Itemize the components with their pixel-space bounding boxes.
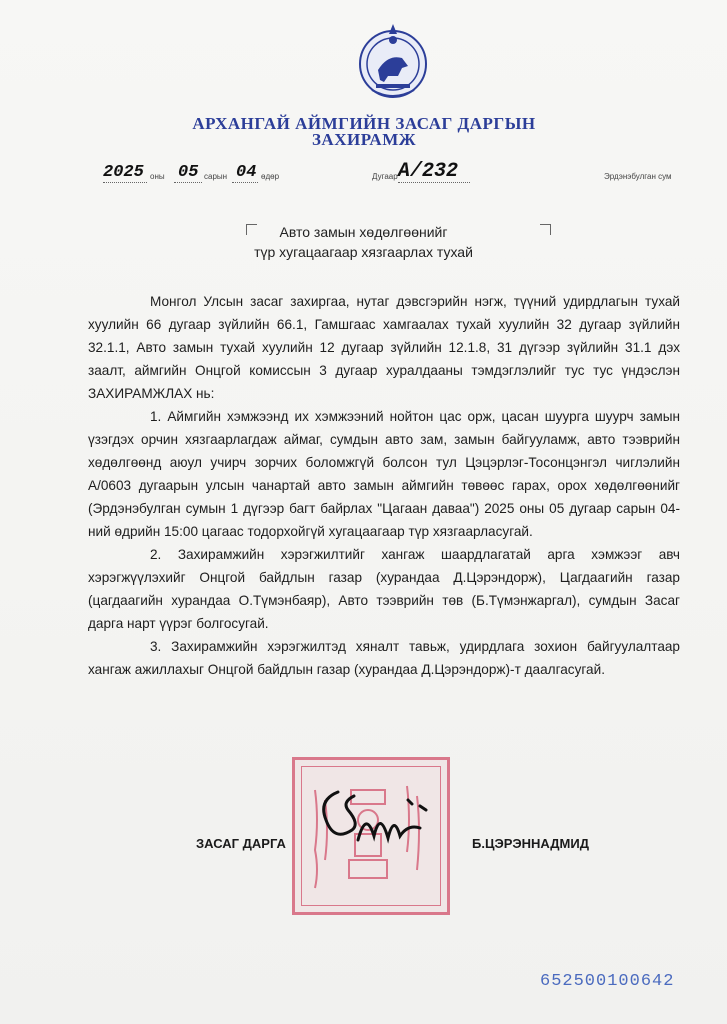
item-2-paragraph: 2. Захирамжийн хэрэгжилтийг хангаж шаардлагатай арга хэмжээг авч хэрэгжүүлэхийг Онцгой байдлын газар (хурандаа Д.Цэрэндорж), Цагдаагийн газар (цагдаагийн хурандаа О.Түмэнбаяр), Авто тээврийн төв (Б.Түмэнжаргал), сумдын Засаг дарга нарт үүрэг болгосугай. xyxy=(88,547,680,631)
subject-line-2: түр хугацаагаар хязгаарлах тухай xyxy=(254,244,473,260)
subject-line-1: Авто замын хөдөлгөөнийг xyxy=(279,224,448,240)
month-suffix: сарын xyxy=(204,172,228,181)
date-month: 05 xyxy=(178,163,199,182)
date-year: 2025 xyxy=(103,163,144,182)
year-suffix: оны xyxy=(150,172,165,181)
number-label: Дугаар xyxy=(372,172,398,181)
decree-body xyxy=(88,290,680,681)
item-1-paragraph: 1. Аймгийн хэмжээнд их хэмжээний нойтон цас орж, цасан шуурга шуурч замын үзэгдэх орчин хязгаарлагдаж аймаг, сумдын авто зам, замын байгууламж, авто тээврийн хөдөлгөөнд аюул учирч зорчих боломжгүй болсон тул Цэцэрлэг-Тосонцэнгэл чиглэлийн А/0603 дугаарын улсын чанартай авто замын аймгийн төвөөс гарах, орох хөдөлгөөнийг (Эрдэнэбулган сумын 1 дүгээр багт байрлах "Цагаан даваа") 2025 оны 05 дугаар сарын 04-ний өдрийн 15:00 цагаас тодорхойгүй хугацаагаар түр хязгаарласугай. xyxy=(88,409,680,539)
state-emblem-icon xyxy=(358,20,428,106)
handwritten-signature xyxy=(308,780,448,860)
day-suffix: өдөр xyxy=(261,172,280,181)
place-name: Эрдэнэбулган сум xyxy=(604,172,672,181)
item-3-paragraph: 3. Захирамжийн хэрэгжилтэд хяналт тавьж, удирдлага зохион байгуулалтаар хангаж ажиллахыг Онцгой байдлын газар (хурандаа Д.Цэрэндорж)-т даалгасугай. xyxy=(88,639,680,677)
decree-number: А/232 xyxy=(398,160,459,183)
signatory-name: Б.ЦЭРЭННАДМИД xyxy=(472,836,589,851)
day-underline xyxy=(232,181,258,183)
issuer-title: АРХАНГАЙ АЙМГИЙН ЗАСАГ ДАРГЫН xyxy=(192,114,536,133)
year-underline xyxy=(103,181,147,183)
month-underline xyxy=(174,181,202,183)
decree-meta-row xyxy=(0,160,727,190)
document-type-title: ЗАХИРАМЖ xyxy=(311,130,417,149)
signatory-title: ЗАСАГ ДАРГА xyxy=(196,836,286,851)
serial-number: 652500100642 xyxy=(540,972,675,991)
preamble-paragraph: Монгол Улсын засаг захиргаа, нутаг дэвсгэрийн нэгж, түүний удирдлагын тухай хуулийн 66 дугаар зүйлийн 66.1, Гамшгаас хамгаалах тухай хуулийн 32 дугаар зүйлийн 32.1.1, Авто замын тухай хуулийн 12 дугаар зүйлийн 12.1.8, 31 дүгээр зүйлийн 31.1 дэх заалт, аймгийн Онцгой комиссын 3 дугаар хуралдааны тэмдэглэлийг тус тус үндэслэн ЗАХИРАМЖЛАХ нь: xyxy=(88,294,680,401)
number-underline xyxy=(398,181,470,183)
date-day: 04 xyxy=(236,163,257,182)
